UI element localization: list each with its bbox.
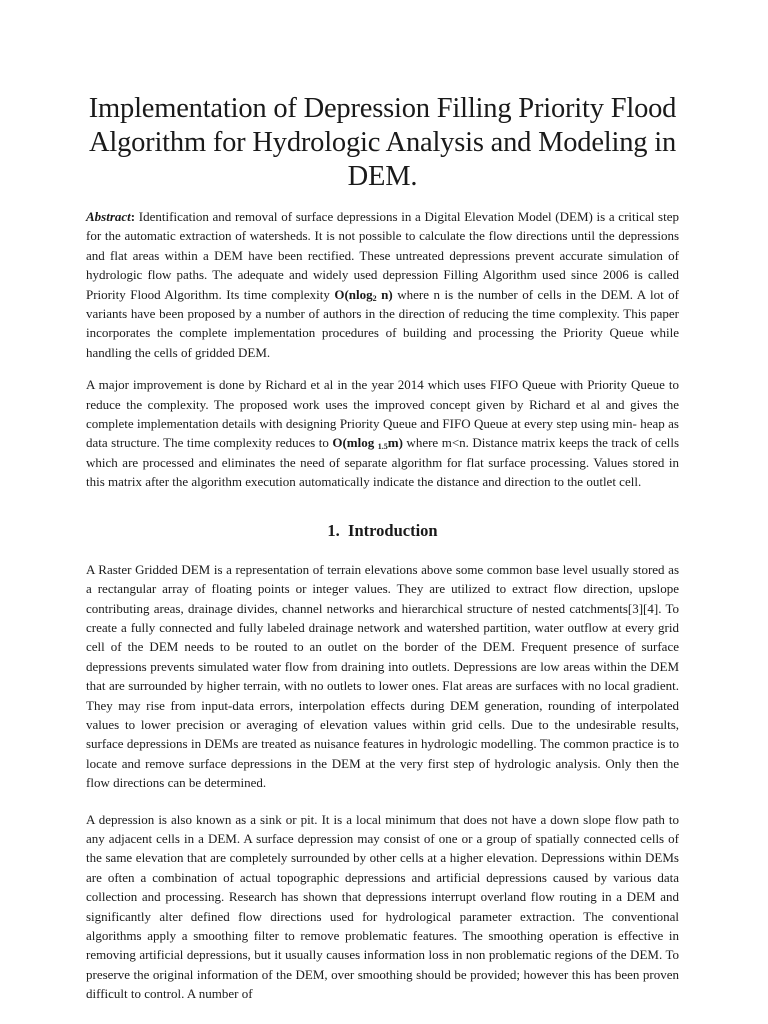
section-heading-introduction xyxy=(86,520,679,542)
complexity-2 xyxy=(332,435,403,450)
improvement-paragraph xyxy=(86,375,679,491)
complexity-1-main: O(nlog xyxy=(334,286,373,302)
complexity-2-tail: m) xyxy=(387,435,403,451)
section-number: 1. xyxy=(327,520,340,540)
paper-title: Implementation of Depression Filling Priority Flood Algorithm for Hydrologic Analysis and Modeling in DEM. xyxy=(88,93,677,192)
abstract-text-2: where n is the number of cells in the DEM. A lot of variants have been proposed by a number of authors in the direction of reducing the time complexity. This paper incorporates the complete implementation procedures of building and processing the Priority Queue while handling the cells of gridded DEM. xyxy=(86,286,680,360)
abstract-colon: : xyxy=(130,209,136,224)
improvement-text-2: where m<n. Distance matrix keeps the track of cells which are processed and eliminates the need of separate algorithm for flat surface processing. Values stored in this matrix after the algorithm execution automatically indicate the distance and direction to the outlet cell. xyxy=(86,435,680,490)
section-title: Introduction xyxy=(348,520,438,540)
introduction-paragraph-1: A Raster Gridded DEM is a representation of terrain elevations above some common base level usually stored as a rectangular array of floating points or integer values. They are utilized to extract flow direction, upslope contributing areas, drainage divides, channel networks and hierarchical structure of nested catchments[3][4]. To create a fully connected and fully labeled drainage network and watershed partition, water outflow at every grid cell of the DEM needs to be routed to an outlet on the border of the DEM. Frequent presence of surface depressions prevents simulated water flow from draining into outlets. Depressions are low areas within the DEM that are surrounded by higher terrain, with no outlets to lower ones. Flat areas are surfaces with no local gradient. They may rise from input-data errors, interpolation effects during DEM generation, rounding of interpolated values to lower precision or averaging of elevation values within grid cells. Due to the undesirable results, surface depressions in DEMs are treated as nuisance features in hydrologic modelling. The common practice is to locate and remove surface depressions in the DEM at the very first step of hydrologic analysis. Only then the flow directions can be determined. xyxy=(86,561,679,791)
abstract-text-1: Identification and removal of surface depressions in a Digital Elevation Model (DEM) is a critical step for the automatic extraction of watersheds. It is not possible to calculate the flow directions until the depressions and flat areas within a DEM have been rectified. These untreated depressions prevent accurate simulation of hydrologic flow paths. The adequate and widely used depression Filling Algorithm used since 2006 is called Priority Flood Algorithm. Its time complexity xyxy=(86,209,679,302)
introduction-paragraph-2: A depression is also known as a sink or pit. It is a local minimum that does not have a down slope flow path to any adjacent cells in a DEM. A surface depression may consist of one or a group of spatially connected cells of the same elevation that are completely surrounded by other cells at a higher elevation. Depressions within DEMs are often a combination of actual topographic depressions and artificial depressions caused by various data collection and processing. Research has shown that depressions interrupt overland flow routing in a DEM and significantly alter defined flow directions used for hydrological parameter extraction. The conventional algorithms apply a smoothing filter to remove problematic features. The smoothing operation is effective in removing artificial depressions, but it usually causes information loss in non problematic regions of the DEM. To preserve the original information of the DEM, over smoothing should be provided; however this has been proven difficult to control. A number of xyxy=(86,811,679,1002)
complexity-1 xyxy=(334,287,392,302)
abstract-paragraph xyxy=(86,207,679,362)
abstract-label: Abstract xyxy=(86,209,131,224)
complexity-2-sub: 1.5 xyxy=(377,442,388,452)
complexity-1-tail: n) xyxy=(376,286,393,302)
complexity-2-main: O(mlog xyxy=(332,435,378,451)
complexity-1-sub: 2 xyxy=(372,293,377,303)
improvement-text-1: A major improvement is done by Richard et al in the year 2014 which uses FIFO Queue with Priority Queue to reduce the complexity. The proposed work uses the improved concept given by Richard et al and gives the complete implementation details with designing Priority Queue and FIFO Queue at every step using min- heap as data structure. The time complexity reduces to xyxy=(86,377,679,451)
